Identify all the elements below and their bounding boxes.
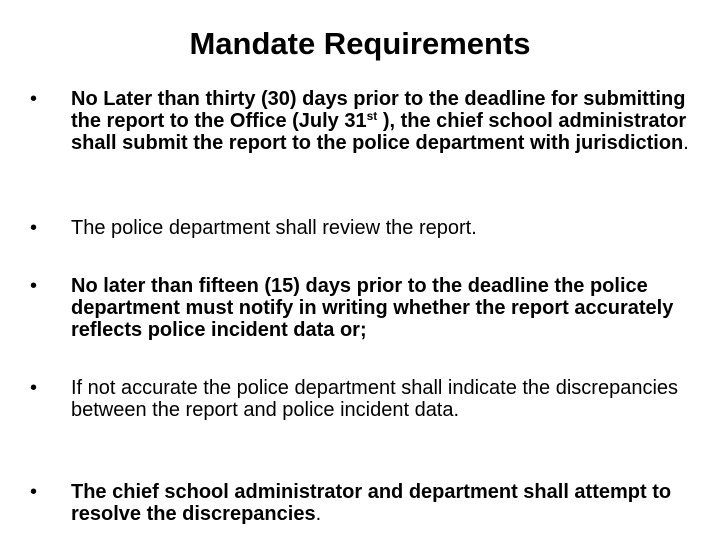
bullet-item — [30, 88, 690, 154]
bullet-text-part: The chief school administrator and department shall attempt to resolve the discrepancies — [71, 481, 672, 525]
bullet-item — [30, 377, 690, 421]
bullet-glyph: • — [30, 88, 38, 110]
bullet-text-part: No Later than thirty (30) days prior to the deadline for submitting the report to the Office (July 31 — [71, 88, 686, 132]
bullet-text — [71, 88, 690, 154]
bullet-text: If not accurate the police department shall indicate the discrepancies between the report and police incident data. — [71, 377, 679, 421]
bullet-period: . — [315, 503, 322, 525]
bullet-glyph: • — [30, 275, 38, 297]
bullet-glyph: • — [30, 481, 38, 503]
bullet-item — [30, 275, 690, 341]
bullet-text: No later than fifteen (15) days prior to the deadline the police department must notify in writing whether the report accurately reflects police incident data or; — [71, 275, 674, 341]
bullet-item — [30, 481, 690, 525]
slide-title: Mandate Requirements — [189, 26, 531, 61]
bullet-period: . — [683, 132, 689, 154]
bullet-text-part: ), the chief school administrator shall submit the report to the police department with jurisdiction — [71, 110, 687, 154]
bullet-item — [30, 217, 690, 239]
bullet-text — [71, 481, 690, 525]
bullet-glyph: • — [30, 217, 38, 239]
ordinal-suffix: st — [366, 109, 378, 123]
bullet-text: The police department shall review the report. — [71, 217, 477, 239]
bullet-glyph: • — [30, 377, 38, 399]
